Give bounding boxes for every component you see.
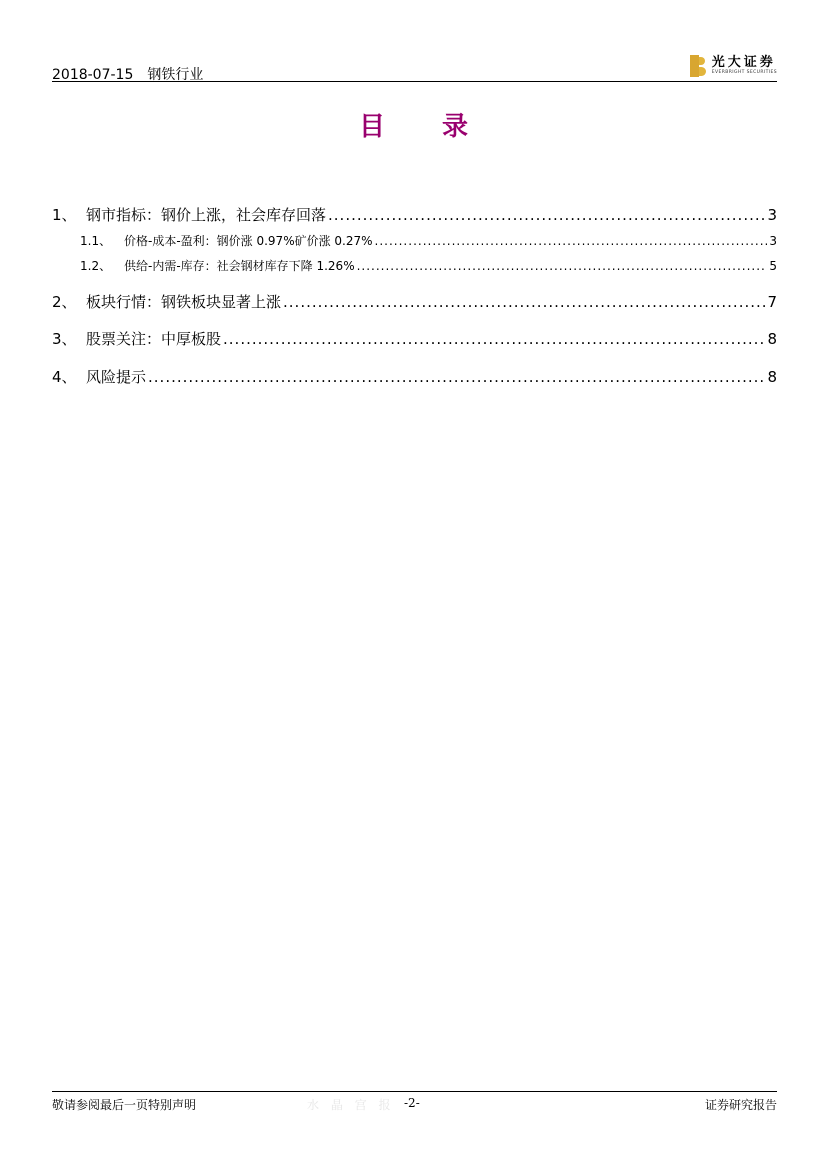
toc-entry-page: 7 (767, 293, 777, 311)
toc-entry-page: 5 (769, 259, 777, 273)
toc-entry-number: 1、 (52, 206, 77, 224)
toc-dot-leader (283, 293, 765, 311)
logo-chinese-text: 光大证券 (711, 55, 776, 70)
toc-entry-page: 3 (767, 206, 777, 224)
footer-disclaimer: 敬请参阅最后一页特别声明 (52, 1098, 197, 1112)
company-logo (690, 54, 777, 78)
report-date: 2018-07-15 (52, 67, 134, 83)
toc-dot-leader (148, 368, 765, 386)
toc-entry-3[interactable] (52, 328, 777, 349)
toc-entry-text: 供给-内需-库存：社会钢材库存下降 1.26% (124, 259, 355, 273)
toc-entry-text: 风险提示 (86, 368, 147, 386)
toc-entry-1-2[interactable] (80, 257, 777, 274)
toc-entry-page: 8 (767, 330, 777, 348)
toc-dot-leader (328, 206, 765, 224)
everbright-logo-icon (690, 55, 706, 77)
page-header (52, 54, 777, 82)
footer-watermark: 水 晶 宫 报 (307, 1098, 395, 1112)
sector-name: 钢铁行业 (147, 67, 204, 83)
toc-entry-2[interactable] (52, 291, 777, 312)
toc-entry-text: 价格-成本-盈利：钢价涨 0.97%矿价涨 0.27% (124, 234, 373, 248)
toc-entry-text: 股票关注：中厚板股 (86, 330, 222, 348)
footer-report-type: 证券研究报告 (704, 1098, 777, 1112)
toc-dot-leader (223, 330, 765, 348)
logo-english-text: EVERBRIGHT SECURITIES (711, 70, 777, 75)
toc-title: 目 录 (358, 112, 493, 142)
toc-entry-number: 3、 (52, 330, 77, 348)
toc-entry-number: 4、 (52, 368, 77, 386)
footer-divider (52, 1091, 777, 1092)
toc-entry-number: 1.1、 (80, 234, 112, 248)
page-footer (52, 1096, 777, 1114)
toc-entry-page: 3 (769, 234, 777, 248)
toc-entry-4[interactable] (52, 366, 777, 387)
header-divider (52, 81, 777, 82)
footer-page-number: -2- (404, 1096, 420, 1110)
toc-entry-page: 8 (767, 368, 777, 386)
toc-entry-1-1[interactable] (80, 232, 777, 249)
toc-dot-leader (357, 259, 768, 273)
toc-entry-text: 板块行情：钢铁板块显著上涨 (86, 293, 282, 311)
toc-entry-text: 钢市指标：钢价上涨，社会库存回落 (86, 206, 327, 224)
toc-entry-number: 1.2、 (80, 259, 112, 273)
toc-entry-number: 2、 (52, 293, 77, 311)
toc-dot-leader (375, 234, 768, 248)
toc-entry-1[interactable] (52, 204, 777, 225)
